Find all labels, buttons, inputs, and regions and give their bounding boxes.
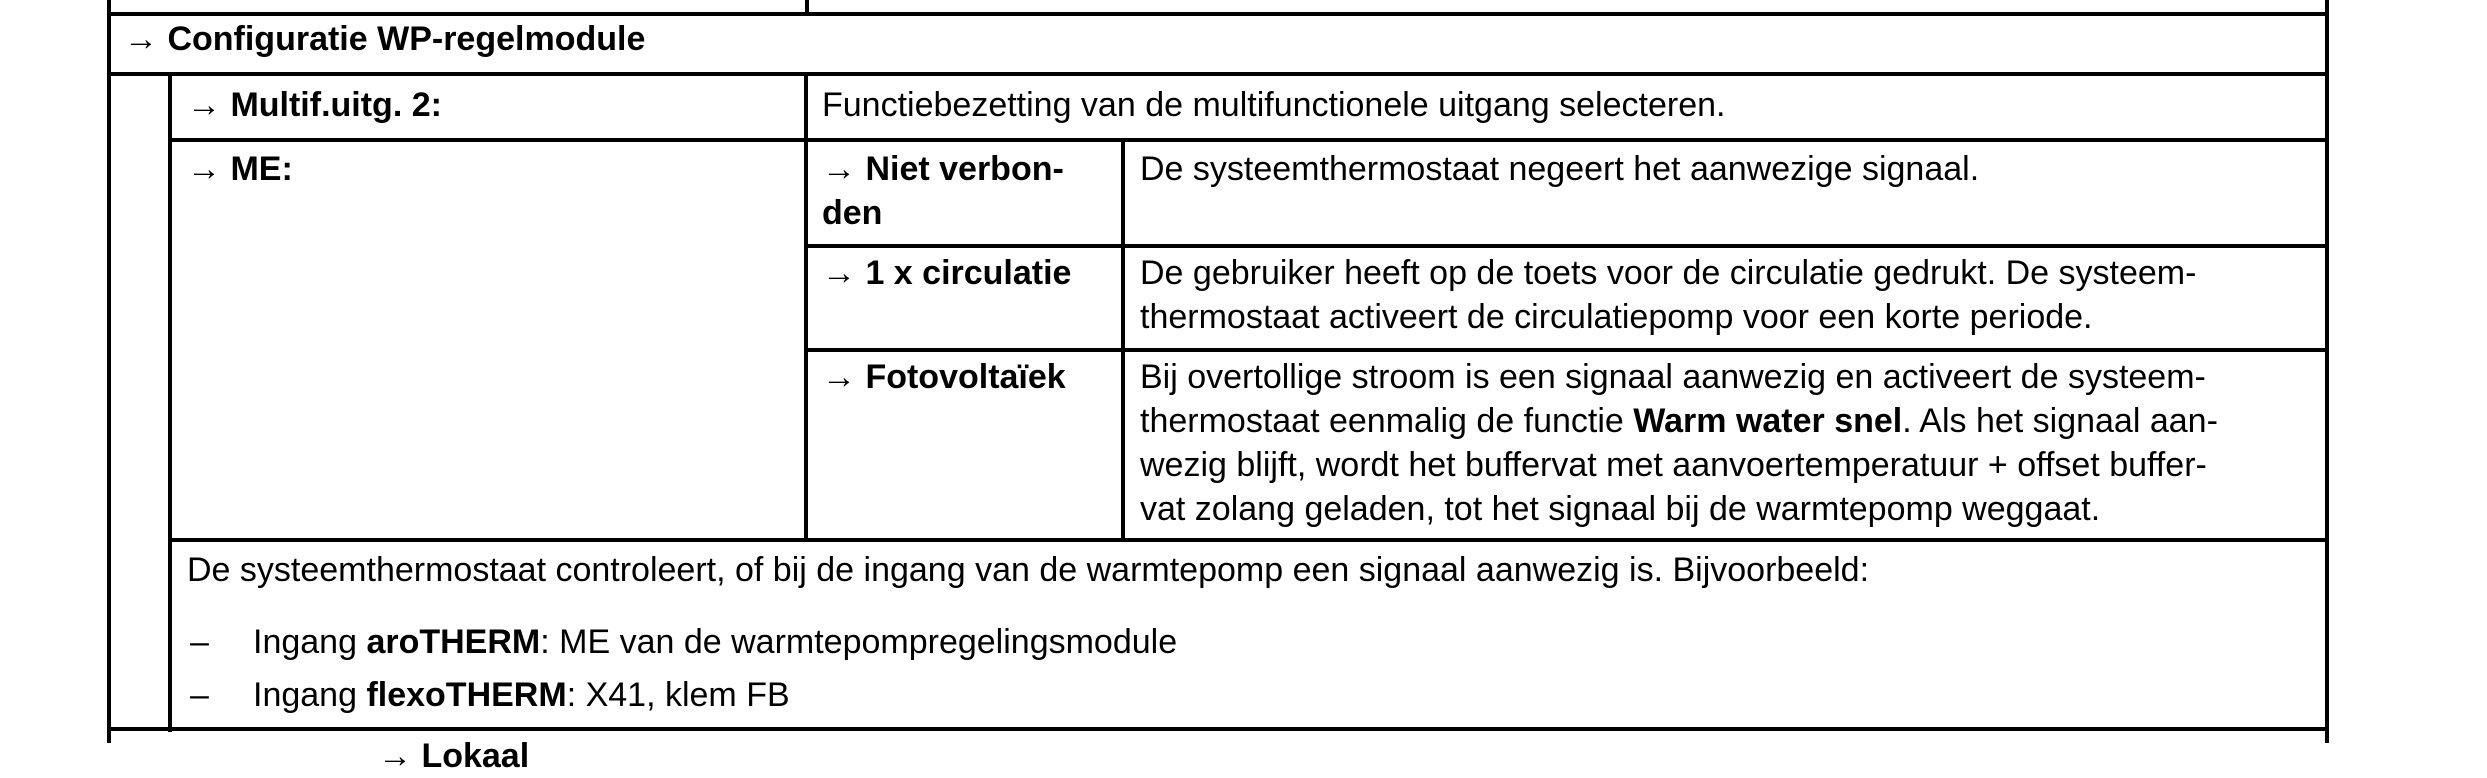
col-divider-1 (804, 72, 808, 542)
option-niet-verbonden-description: De systeemthermostaat negeert het aanwezige signaal. (1140, 150, 1980, 188)
me-bottom-rule (168, 538, 2329, 542)
indent-border (168, 72, 172, 732)
arotherm-term: aroTHERM (366, 623, 541, 661)
option-fotovoltaiek-description-line3: wezig blijft, wordt het buffervat met aanvoertemperatuur + offset buffer- (1140, 446, 2207, 484)
section-top-rule (107, 12, 2329, 16)
bullet-2-pre: Ingang (253, 676, 367, 714)
section-bottom-rule (107, 72, 2329, 76)
bullet-1-pre: Ingang (253, 623, 367, 661)
multif-bottom-rule (168, 138, 2329, 142)
option-fotovoltaiek-description-line1: Bij overtollige stroom is een signaal aanwezig en activeert de systeem- (1140, 358, 2206, 396)
table-right-border (2325, 0, 2329, 743)
option-fotovoltaiek-description-line4: vat zolang geladen, tot het signaal bij de warmtepomp weggaat. (1140, 490, 2101, 528)
desc-line2-pre: thermostaat eenmalig de functie (1140, 402, 1634, 440)
option-niet-verbonden-label-line2: den (822, 194, 883, 232)
bullet-flexotherm (253, 673, 790, 717)
option-niet-verbonden-label-line1: → Niet verbon- (822, 150, 1064, 188)
me-label: → ME: (187, 150, 293, 188)
next-row-clip (0, 730, 2487, 775)
bullet-dash-1: – (190, 623, 209, 661)
bullet-2-post: : X41, klem FB (566, 676, 790, 714)
bullet-arotherm (253, 620, 1177, 664)
option-circulatie-description-line2: thermostaat activeert de circulatiepomp voor een korte periode. (1140, 298, 2093, 336)
option-circulatie-label: → 1 x circulatie (822, 254, 1072, 292)
next-row-label: → Lokaal (378, 737, 530, 775)
option2-bottom-rule (804, 348, 2329, 352)
option-fotovoltaiek-label: → Fotovoltaïek (822, 358, 1066, 396)
multif-description: Functiebezetting van de multifunctionele uitgang selecteren. (822, 86, 1726, 124)
desc-line2-post: . Als het signaal aan- (1902, 402, 2218, 440)
flexotherm-term: flexoTHERM (366, 676, 567, 714)
bullet-dash-2: – (190, 676, 209, 714)
bullet-1-post: : ME van de warmtepompregelingsmodule (540, 623, 1178, 661)
note-text: De systeemthermostaat controleert, of bij de ingang van de warmtepomp een signaal aanwezig is. Bijvoorbeeld: (187, 551, 1870, 589)
option1-bottom-rule (804, 244, 2329, 248)
col-divider-2 (1121, 138, 1125, 542)
table-left-border (107, 0, 111, 743)
multif-label: → Multif.uitg. 2: (187, 86, 442, 124)
option-circulatie-description-line1: De gebruiker heeft op de toets voor de circulatie gedrukt. De systeem- (1140, 254, 2197, 292)
option-fotovoltaiek-description-line2 (1140, 399, 2218, 443)
section-title: → Configuratie WP-regelmodule (124, 20, 646, 58)
warm-water-snel-term: Warm water snel (1633, 402, 1903, 440)
